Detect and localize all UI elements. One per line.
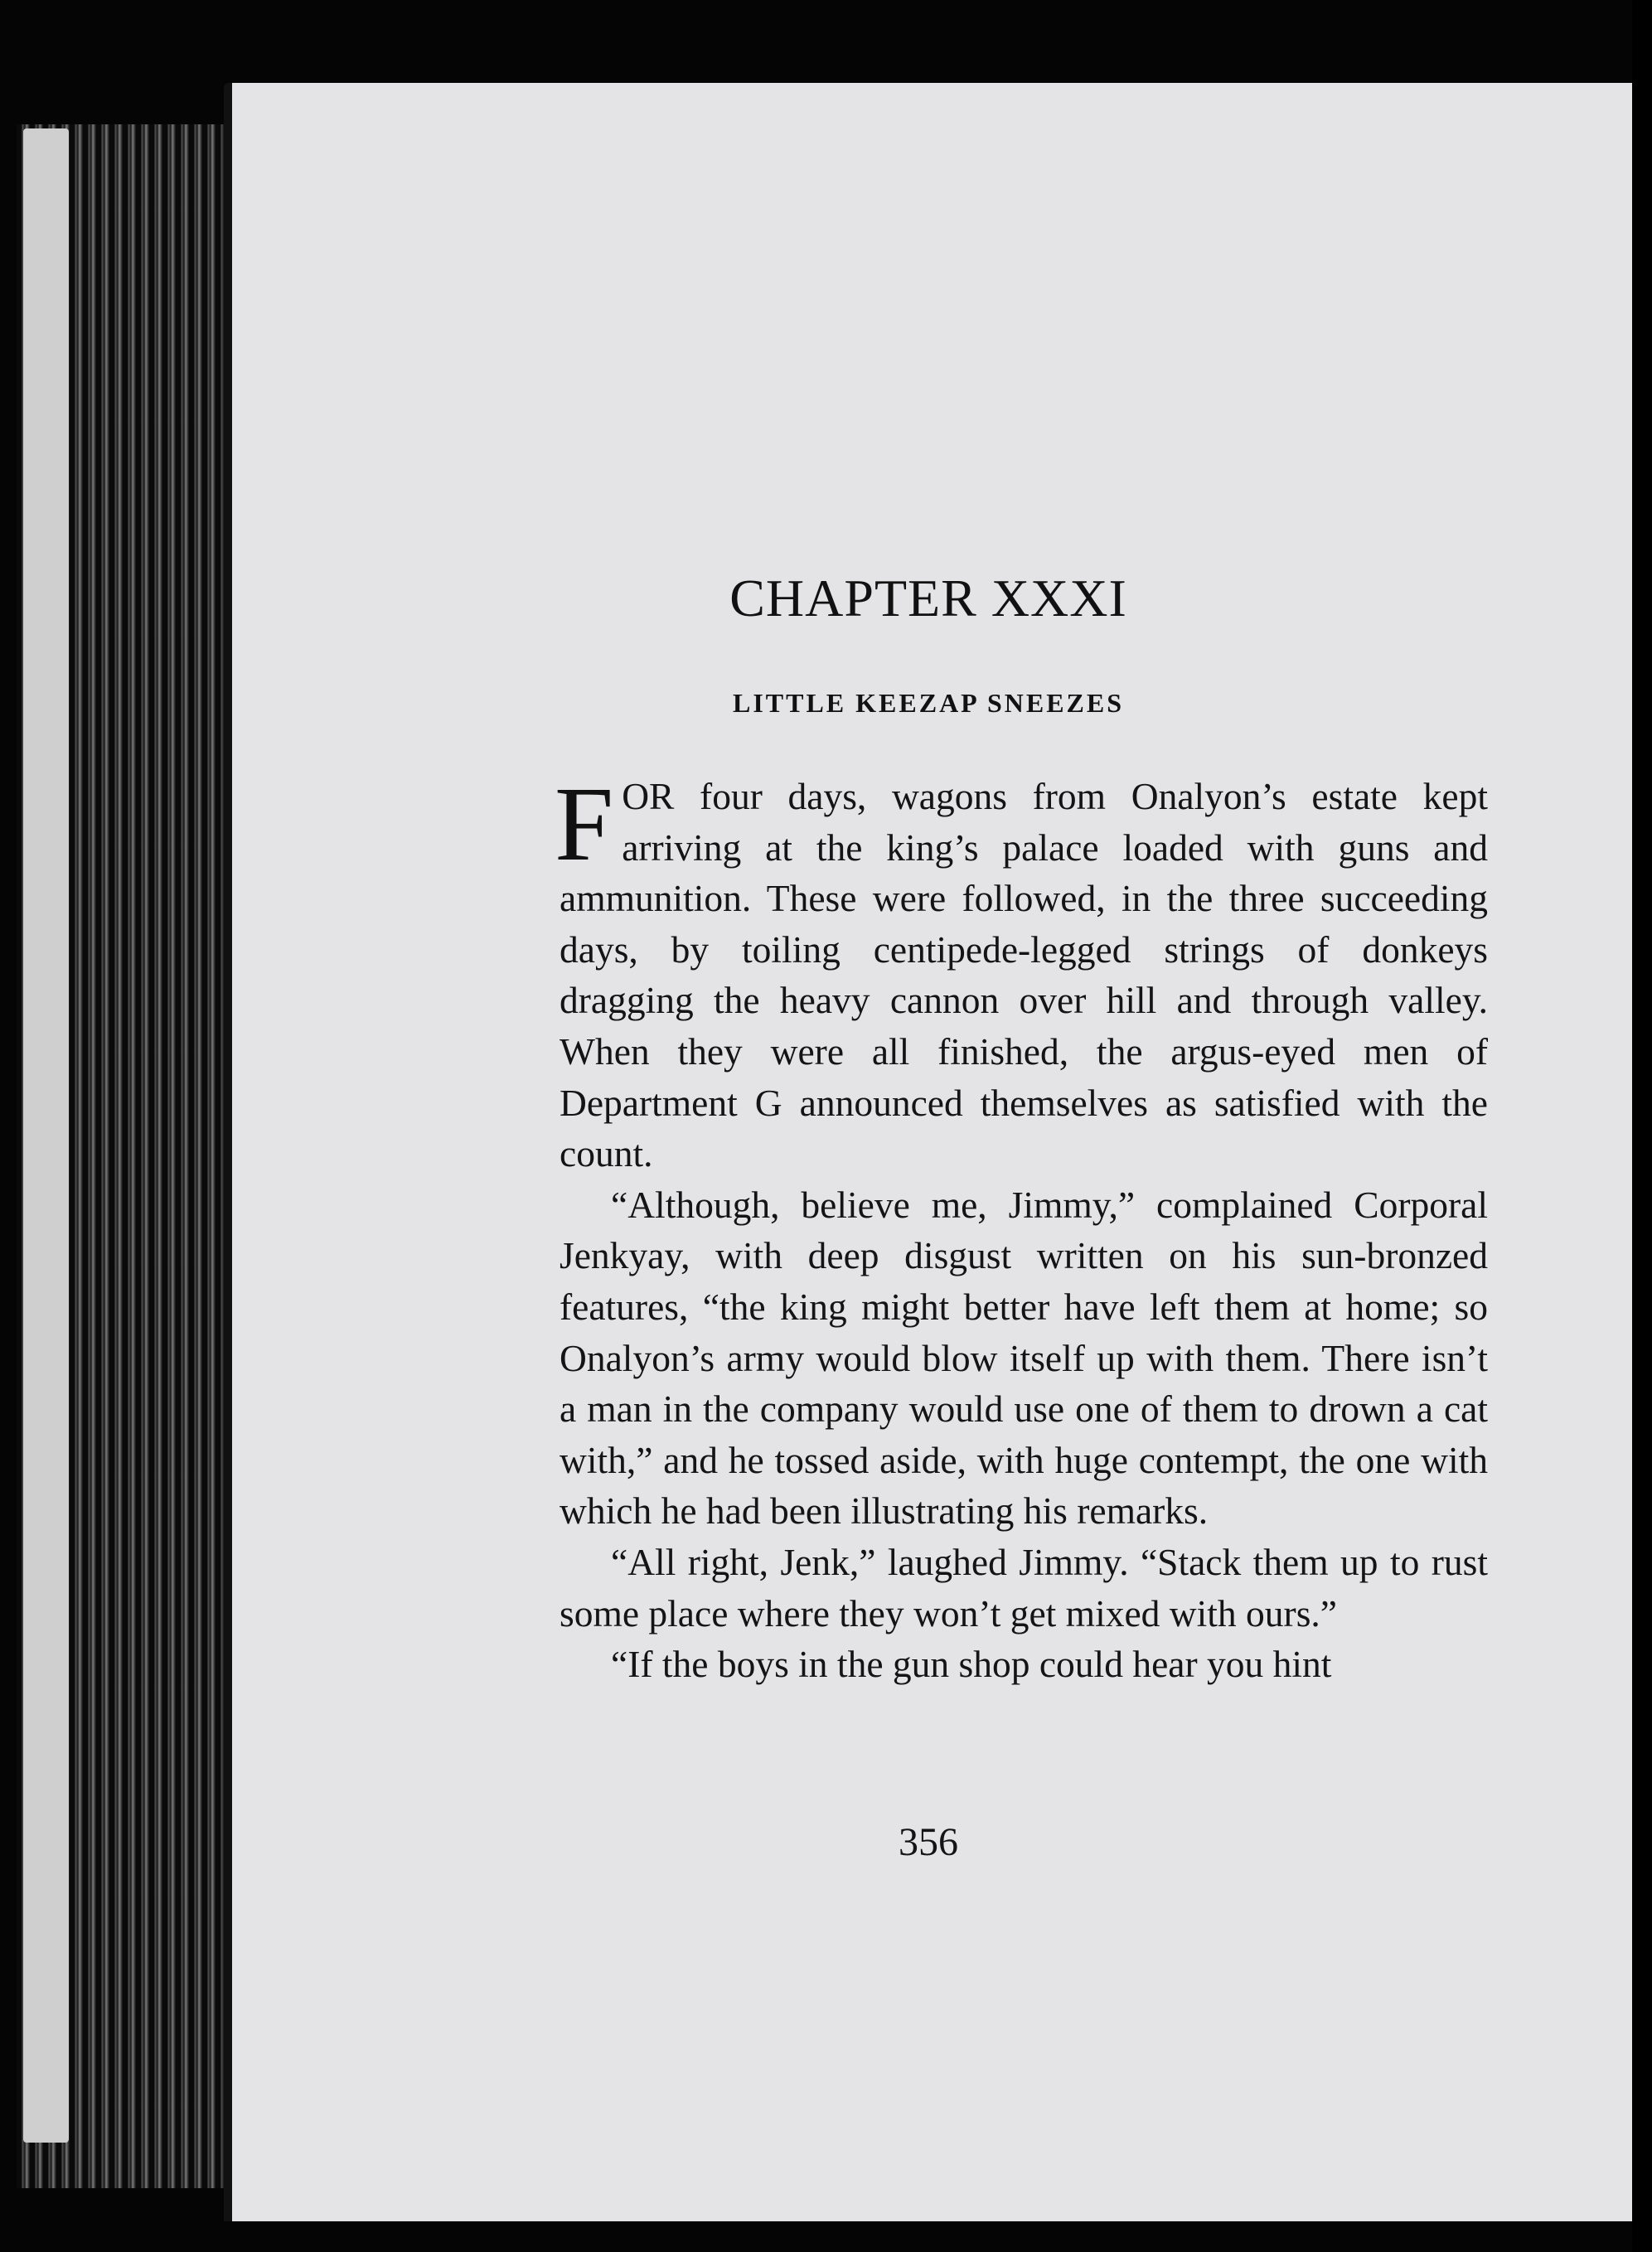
paragraph-2: “Although, believe me, Jimmy,” complained Corporal Jenkyay, with deep disgust written on his sun-bronzed features, “the king might better have left them at home; so Onalyon’s army would blow itself up with them. There isn’t a man in the company would use one of them to drown a cat with,” and he tossed aside, with huge contempt, the one with which he had been illustrating his remarks. bbox=[560, 1183, 1488, 1533]
chapter-title: CHAPTER XXXI bbox=[729, 569, 1127, 627]
paragraph-text: OR four days, wagons from Onalyon’s estate kept arriving at the king’s palace loaded with guns and ammunition. These were followed, in the three succeeding days, by toiling centipede-legged strings of donkeys dragging the heavy cannon over hill and through valley. When they were all finished, the argus-eyed men of Department G announced themselves as satisfied with the count. bbox=[560, 775, 1488, 1175]
chapter-body bbox=[555, 765, 1488, 1690]
paragraph-3: “All right, Jenk,” laughed Jimmy. “Stack them up to rust some place where they won’t get mixed with ours.” bbox=[560, 1540, 1488, 1635]
paragraph-4: “If the boys in the gun shop could hear you hint bbox=[611, 1643, 1332, 1686]
chapter-subtitle: LITTLE KEEZAP SNEEZES bbox=[732, 688, 1125, 718]
book-edge-highlight bbox=[23, 128, 69, 2143]
scan-border bbox=[1632, 0, 1652, 2252]
paragraph-1 bbox=[555, 765, 1488, 1179]
drop-cap: F bbox=[555, 765, 614, 883]
page-number: 356 bbox=[899, 1820, 958, 1864]
